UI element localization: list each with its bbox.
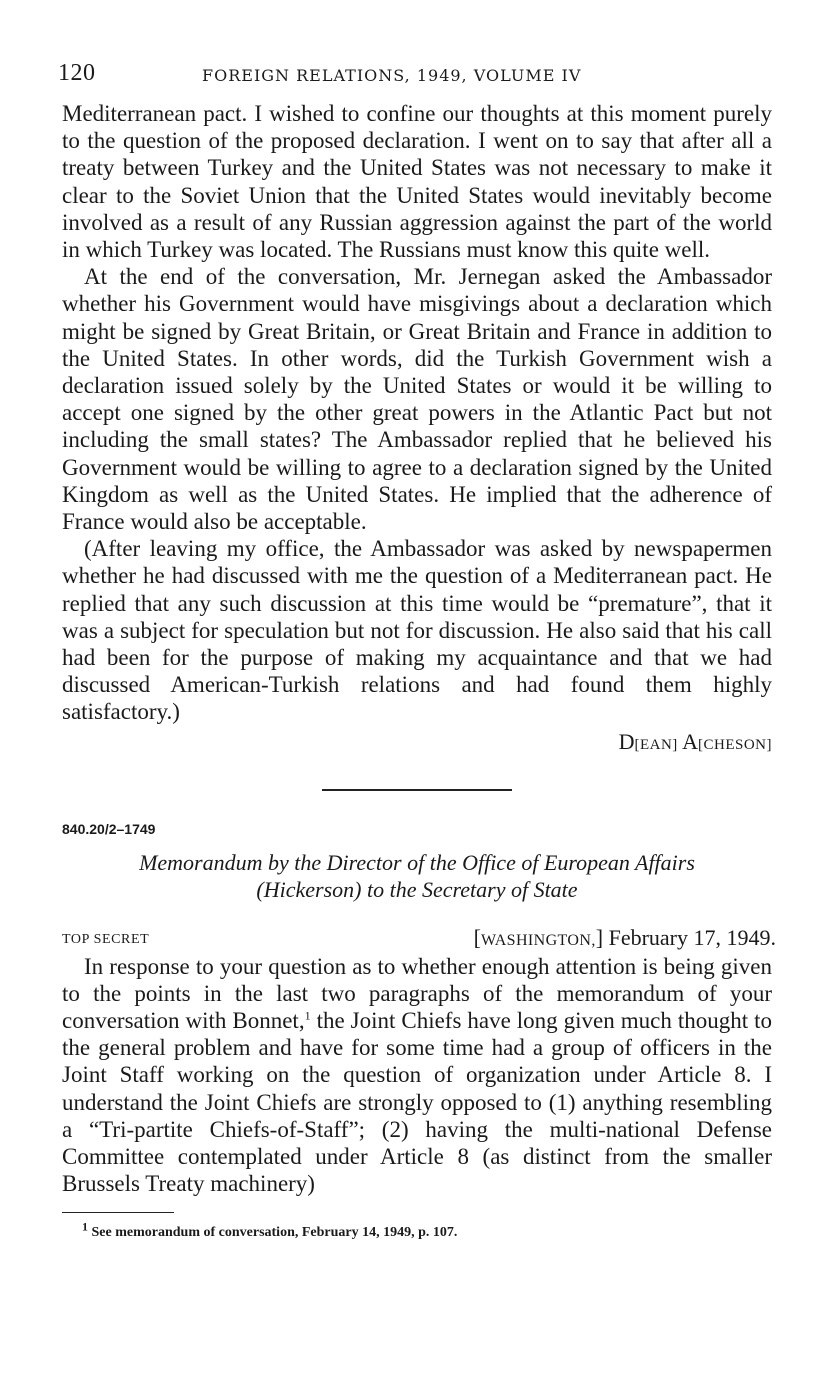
paragraph-continuation: Mediterranean pact. I wished to confine our thoughts at this moment purely to the question of the proposed declaration. I went on to say that after all a treaty between Turkey and the United States was not necessary to make it clear to the Soviet Union that the United States would inevitably become involved as a result of any Russian aggression against the part of the world in which Turkey was located. The Russians must know this quite well. [62, 101, 772, 263]
signature-cheson: [CHESON] [698, 736, 772, 753]
footnote-divider [62, 1212, 174, 1213]
footnote-text: See memorandum of conversation, February 14, 1949, p. 107. [88, 1224, 458, 1240]
memo-body [62, 953, 772, 1198]
signature-a: A [682, 728, 698, 754]
date-bracket-open: [ [473, 924, 481, 950]
signature [62, 728, 772, 759]
page-number: 120 [58, 60, 96, 86]
section-divider [322, 789, 512, 791]
dateline [62, 924, 776, 953]
running-head [58, 60, 772, 100]
footnote-marker: 1 [82, 1218, 88, 1233]
document-page [58, 60, 776, 1241]
date [474, 925, 776, 951]
date-place: WASHINGTON, [480, 931, 596, 949]
memo-body-part-1: In response to your question as to whether enough attention is being given to the points in the last two paragraphs of the memorandum of your conversation with Bonnet, [62, 953, 772, 1034]
paragraph-jernegan: At the end of the conversation, Mr. Jernegan asked the Ambassador whether his Government would have misgivings about a declaration which might be signed by Great Britain, or Great Britain and France in addition to the United States. In other words, did the Turkish Government wish a declaration issued solely by the United States or would it be willing to accept one signed by the other great powers in the Atlantic Pact but not including the small states? The Ambassador replied that he believed his Government would be willing to agree to a declaration signed by the United Kingdom as well as the United States. He implied that the adherence of France would also be acceptable. [62, 264, 772, 535]
document-number: 840.20/2–1749 [62, 820, 156, 837]
memo-title [62, 849, 772, 903]
memo-body-part-2: the Joint Chiefs have long given much thought to the general problem and have for some time had a group of officers in the Joint Staff working on the question of organization under Article 8. I understand the Joint Chiefs are strongly opposed to (1) anything resembling a “Tri-partite Chiefs-of-Staff”; (2) having the multi-national Defense Committee contemplated under Article 8 (as distinct from the smaller Brussels Treaty machinery) [62, 1008, 772, 1197]
footnote [62, 1218, 772, 1241]
date-value: February 17, 1949. [603, 924, 776, 950]
signature-ean: [EAN] [634, 736, 678, 753]
footnote-reference[interactable]: 1 [304, 1008, 311, 1023]
running-head-title: FOREIGN RELATIONS, 1949, VOLUME IV [202, 66, 582, 85]
memo-title-line-1: Memorandum by the Director of the Office of European Affairs [139, 849, 695, 875]
memo-title-line-2: (Hickerson) to the Secretary of State [256, 876, 578, 902]
date-bracket-close: ] [595, 924, 604, 950]
classification: TOP SECRET [62, 931, 150, 947]
signature-d: D [618, 728, 635, 754]
paragraph-newspapermen: (After leaving my office, the Ambassador was asked by newspapermen whether he had discussed with me the question of a Mediterranean pact. He replied that any such discussion at this time would be “premature”, that it was a subject for speculation but not for discussion. He also said that his call had been for the purpose of making my acquaintance and that we had discussed American-Turkish relations and had found them highly satisfactory.) [62, 536, 772, 725]
